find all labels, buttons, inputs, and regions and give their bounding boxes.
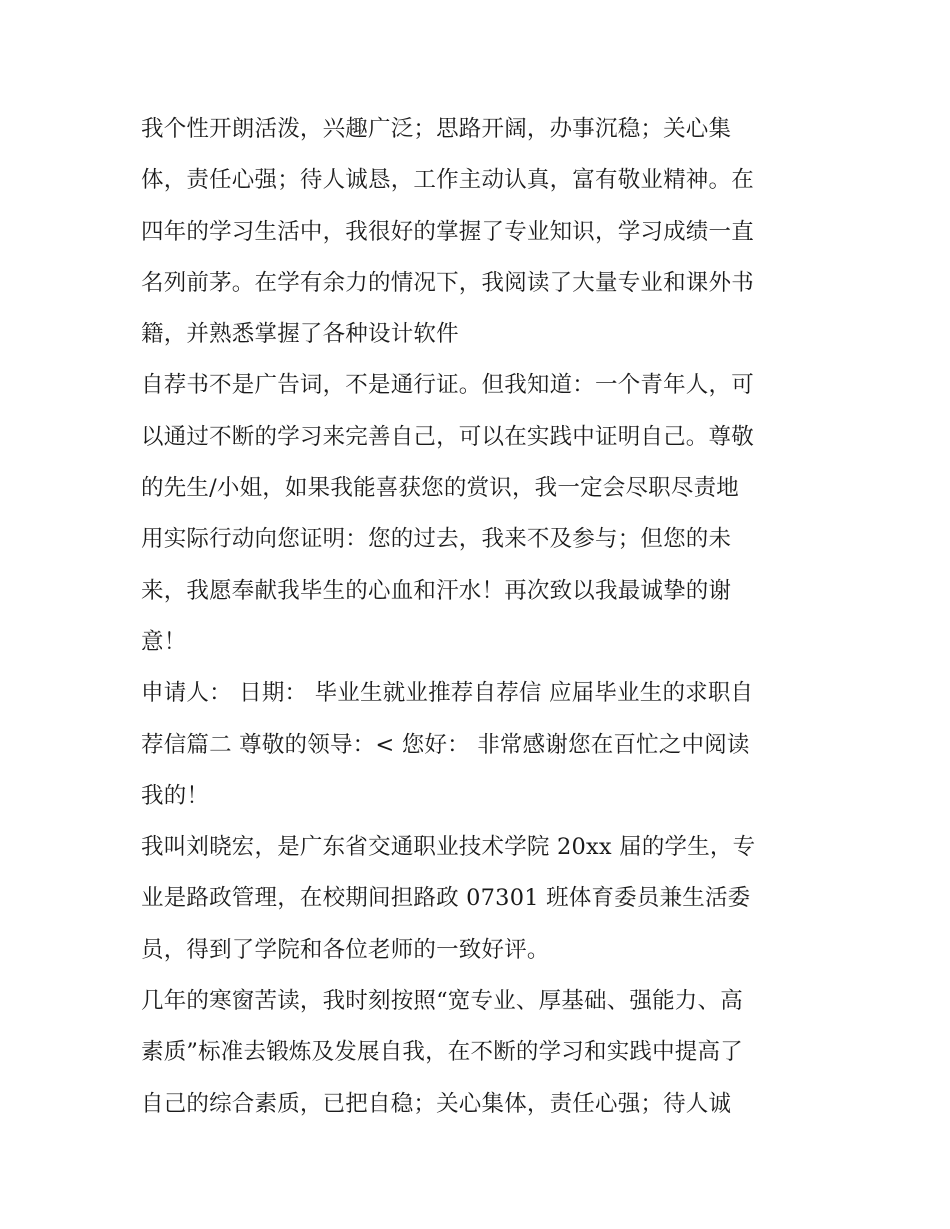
text-line: 意！ bbox=[141, 628, 187, 655]
text-line: 自己的综合素质，已把自稳；关心集体，责任心强；待人诚 bbox=[141, 1090, 732, 1117]
text-line: 我叫刘晓宏，是广东省交通职业技术学院 20xx 届的学生，专 bbox=[141, 834, 756, 861]
text-line: 名列前茅。在学有余力的情况下，我阅读了大量专业和课外书 bbox=[141, 269, 754, 296]
text-line: 来，我愿奉献我毕生的心血和汗水！再次致以我最诚挚的谢 bbox=[141, 577, 732, 604]
text-line: 几年的寒窗苦读，我时刻按照“宽专业、厚基础、强能力、高 bbox=[141, 988, 743, 1015]
text-line: 申请人： 日期： 毕业生就业推荐自荐信 应届毕业生的求职自 bbox=[141, 680, 754, 707]
paragraph-self-recommendation bbox=[141, 360, 821, 668]
document-body bbox=[141, 104, 821, 1130]
text-line: 我个性开朗活泼，兴趣广泛；思路开阔，办事沉稳；关心集 bbox=[141, 116, 732, 142]
text-line: 员，得到了学院和各位老师的一致好评。 bbox=[141, 936, 550, 963]
text-line: 业是路政管理，在校期间担路政 07301 班体育委员兼生活委 bbox=[141, 885, 751, 912]
text-line: 自荐书不是广告词，不是通行证。但我知道：一个青年人，可 bbox=[141, 372, 754, 399]
paragraph-applicant-header bbox=[141, 668, 821, 822]
text-line: 用实际行动向您证明：您的过去，我来不及参与；但您的未 bbox=[141, 526, 732, 553]
paragraph-personality bbox=[141, 104, 821, 360]
paragraph-introduction bbox=[141, 822, 821, 976]
text-line: 体，责任心强；待人诚恳，工作主动认真，富有敬业精神。在 bbox=[141, 167, 754, 194]
text-line: 四年的学习生活中，我很好的掌握了专业知识，学习成绩一直 bbox=[141, 218, 754, 245]
text-line: 以通过不断的学习来完善自己，可以在实践中证明自己。尊敬 bbox=[141, 423, 754, 450]
text-line: 荐信篇二 尊敬的领导：< 您好： 非常感谢您在百忙之中阅读 bbox=[141, 731, 750, 758]
text-line: 素质”标准去锻炼及发展自我，在不断的学习和实践中提高了 bbox=[141, 1039, 743, 1066]
text-line: 的先生/小姐，如果我能喜获您的赏识，我一定会尽职尽责地 bbox=[141, 475, 739, 502]
text-line: 籍，并熟悉掌握了各种设计软件 bbox=[141, 321, 459, 348]
paragraph-study-years bbox=[141, 976, 821, 1130]
text-line: 我的！ bbox=[141, 782, 210, 809]
